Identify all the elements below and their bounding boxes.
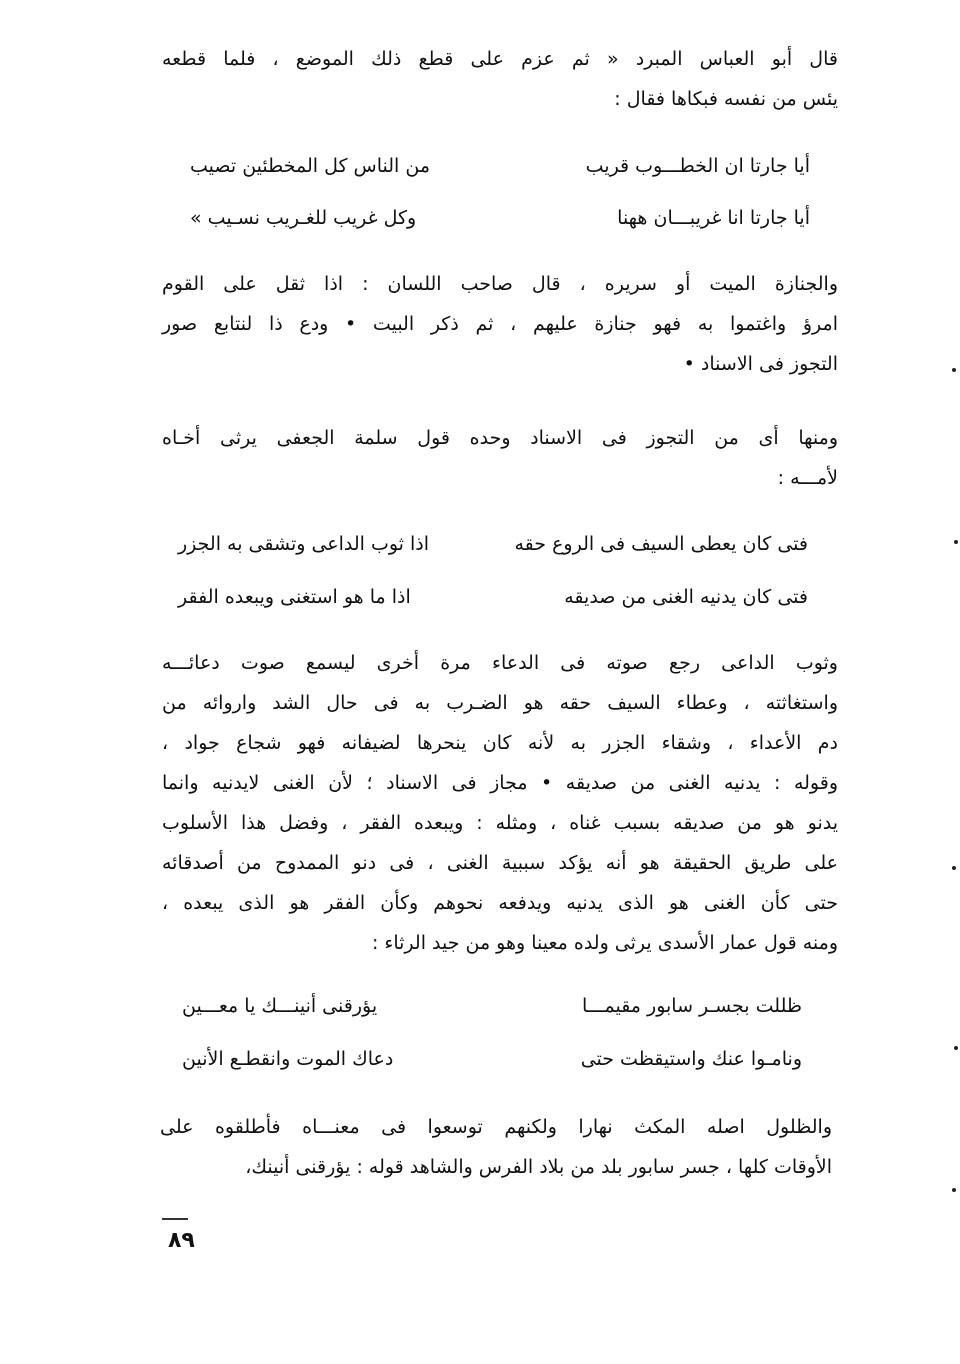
verse-row <box>178 577 808 617</box>
paragraph-4 <box>162 643 838 963</box>
verse-first-hemistich: فتى كان يدنيه الغنى من صديقه <box>564 586 808 608</box>
scan-speck <box>952 866 956 870</box>
verse-second-hemistich: دعاك الموت وانقطـع الأنين <box>182 1048 394 1070</box>
text-line: ومنه قول عمار الأسدى يرثى ولده معينا وهو من جيد الرثاء : <box>371 932 838 954</box>
paragraph-5 <box>160 1107 832 1187</box>
verse-first-hemistich: ظللت بجسـر سابور مقيمـــا <box>581 995 802 1017</box>
text-line: وقوله : يدنيه الغنى من صديقه • مجاز فى الاسناد ؛ لأن الغنى لايدنيه وانما <box>162 772 838 794</box>
text-line: واستغاثته ، وعطاء السيف حقه هو الضـرب به فى حال الشد واروائه من <box>162 692 838 714</box>
verse-first-hemistich: ونامـوا عنك واستيقظت حتى <box>580 1048 802 1070</box>
verse-second-hemistich: من الناس كل المخطئين تصيب <box>190 155 431 177</box>
text-line: على طريق الحقيقة هو أنه يؤكد سببية الغنى ، فى دنو الممدوح من أصدقائه <box>162 852 838 874</box>
verse-row <box>178 524 808 564</box>
verse-second-hemistich: وكل غريب للغـريب نسـيب » <box>190 207 417 229</box>
verse-first-hemistich: أيا جارتا انا غريبـــان ههنا <box>617 207 810 229</box>
scan-speck <box>952 368 956 372</box>
verse-row <box>182 1039 802 1079</box>
text-line: يدنو هو من صديقه بسبب غناه ، ومثله : ويبعده الفقر ، وفضل هذا الأسلوب <box>162 812 838 834</box>
paragraph-1 <box>162 39 838 119</box>
text-line: وثوب الداعى رجع صوته فى الدعاء مرة أخرى ليسمع صوت دعائـــه <box>162 652 838 674</box>
verse-row <box>182 986 802 1026</box>
page-number-mark <box>162 1218 188 1220</box>
scan-speck <box>954 540 958 544</box>
text-line: دم الأعداء ، وشقاء الجزر به لأنه كان ينحرها لضيفانه فهو شجاع جواد ، <box>162 732 838 754</box>
verse-row <box>190 146 810 186</box>
text-line: ومنها أى من التجوز فى الاسناد وحده قول سلمة الجعفى يرثى أخـاه <box>162 427 838 449</box>
verse-first-hemistich: أيا جارتا ان الخطـــوب قريب <box>585 155 810 177</box>
text-line: الأوقات كلها ، جسر سابور بلد من بلاد الفرس والشاهد قوله : يؤرقنى أنينك، <box>245 1156 832 1178</box>
verse-row <box>190 198 810 238</box>
paragraph-2 <box>162 264 838 384</box>
text-line: يئس من نفسه فبكاها فقال : <box>614 88 838 110</box>
text-line: والظلول اصله المكث نهارا ولكنهم توسعوا فى معنـــاه فأطلقوه على <box>160 1116 832 1138</box>
scan-speck <box>954 1046 958 1050</box>
text-line: امرؤ واغتموا به فهو جنازة عليهم ، ثم ذكر البيت • ودع ذا لنتابع صور <box>162 313 838 335</box>
text-line: لأمـــه : <box>777 467 838 489</box>
verse-second-hemistich: اذا ما هو استغنى ويبعده الفقر <box>178 586 411 608</box>
scan-speck <box>952 1188 956 1192</box>
page-number: ٨٩ <box>168 1228 195 1253</box>
text-line: والجنازة الميت أو سريره ، قال صاحب اللسان : اذا ثقل على القوم <box>162 273 838 295</box>
text-line: قال أبو العباس المبرد « ثم عزم على قطع ذلك الموضع ، فلما قطعه <box>162 48 838 70</box>
text-line: التجوز فى الاسناد • <box>683 353 838 375</box>
verse-second-hemistich: يؤرقنى أنينـــك يا معـــين <box>182 995 378 1017</box>
paragraph-3 <box>162 418 838 498</box>
text-line: حتى كأن الغنى هو الذى يدنيه ويدفعه نحوهم وكأن الفقر هو الذى يبعده ، <box>162 892 838 914</box>
verse-first-hemistich: فتى كان يعطى السيف فى الروع حقه <box>514 533 808 555</box>
verse-second-hemistich: اذا ثوب الداعى وتشقى به الجزر <box>178 533 430 555</box>
